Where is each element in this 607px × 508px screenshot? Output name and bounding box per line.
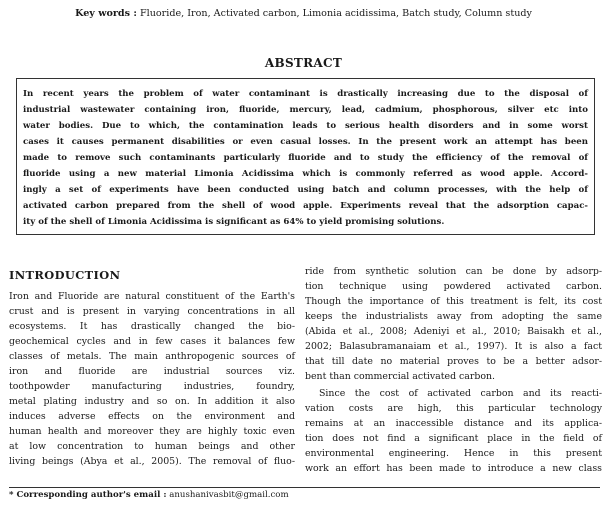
abstract-line: water bodies. Due to which, the contamination leads to serious health disorders and in some worst	[23, 121, 588, 131]
intro-right-line: 2002; Balasubramanaiam et al., 1997). It is also a fact	[305, 341, 602, 352]
intro-right-line: that till date no material proves to be a better adsor-	[305, 356, 602, 367]
intro-left-line: metal plating industry and so on. In addition it also	[9, 396, 295, 407]
introduction-heading: INTRODUCTION	[9, 268, 121, 282]
abstract-title: ABSTRACT	[264, 56, 343, 70]
intro-left-line: induces adverse effects on the environment and	[9, 411, 295, 422]
abstract-line: fluoride using a new material Limonia Acidissima which is commonly referred as wood apple. Accord-	[23, 169, 588, 179]
abstract-box	[16, 78, 595, 235]
intro-right-line: ride from synthetic solution can be done by adsorp-	[305, 266, 602, 277]
intro-left-line: Iron and Fluoride are natural constituent of the Earth's	[9, 291, 295, 302]
intro-left-line: classes of metals. The main anthropogenic sources of	[9, 351, 295, 362]
intro-left-line: at low concentration to human beings and other	[9, 441, 295, 452]
intro-right-line: bent than commercial activated carbon.	[305, 371, 496, 382]
abstract-line: industrial wastewater containing iron, fluoride, mercury, lead, cadmium, phosphorous, silver etc into	[23, 105, 588, 115]
intro-right-line: work an effort has been made to introduce a new class	[305, 463, 602, 474]
intro-left-line: crust and is present in varying concentrations in all	[9, 306, 295, 317]
intro-right-line: tion technique using powdered activated carbon.	[305, 281, 602, 292]
intro-right-line: (Abida et al., 2008; Adeniyi et al., 2010; Baisakh et al.,	[305, 326, 602, 337]
footnote-label: * Corresponding author's email :	[9, 490, 167, 500]
footnote-divider	[9, 487, 600, 488]
abstract-line: made to remove such contaminants particularly fluoride and to study the efficiency of the removal of	[23, 153, 588, 163]
footnote	[9, 490, 289, 500]
intro-right-line: remains at an inaccessible distance and its applica-	[305, 418, 602, 429]
abstract-line: cases it causes permanent disabilities or even casual losses. In the present work an attempt has been	[23, 137, 588, 147]
intro-left-line: human health and moreover they are highly toxic even	[9, 426, 295, 437]
intro-left-line: ecosystems. It has drastically changed the bio-	[9, 321, 295, 332]
abstract-line: ity of the shell of Limonia Acidissima is significant as 64% to yield promising solutions.	[23, 217, 445, 227]
intro-right-line: tion does not find a significant place in the field of	[305, 433, 602, 444]
intro-right-line: Though the importance of this treatment is felt, its cost	[305, 296, 602, 307]
intro-left-line: toothpowder manufacturing industries, foundry,	[9, 381, 295, 392]
intro-left-line: iron and fluoride are industrial sources viz.	[9, 366, 295, 377]
keywords-label: Key words :	[75, 8, 137, 19]
abstract-line: activated carbon prepared from the shell of wood apple. Experiments reveal that the adsorption capac-	[23, 201, 588, 211]
abstract-line: ingly a set of experiments have been conducted using batch and column processes, with the help of	[23, 185, 588, 195]
intro-right-line: Since the cost of activated carbon and its reacti-	[319, 388, 602, 399]
keywords-line	[0, 8, 607, 19]
intro-right-line: environmental engineering. Hence in this present	[305, 448, 602, 459]
abstract-line: In recent years the problem of water contaminant is drastically increasing due to the disposal of	[23, 89, 588, 99]
intro-left-line: geochemical cycles and in few cases it balances few	[9, 336, 295, 347]
intro-right-line: keeps the industrialists away from adopting the same	[305, 311, 602, 322]
corresponding-email[interactable]: anushanivasbit@gmail.com	[169, 490, 289, 500]
intro-right-line: vation costs are high, this particular technology	[305, 403, 602, 414]
intro-left-line: living beings (Abya et al., 2005). The removal of fluo-	[9, 456, 295, 467]
keywords-values: Fluoride, Iron, Activated carbon, Limonia acidissima, Batch study, Column study	[139, 8, 532, 19]
